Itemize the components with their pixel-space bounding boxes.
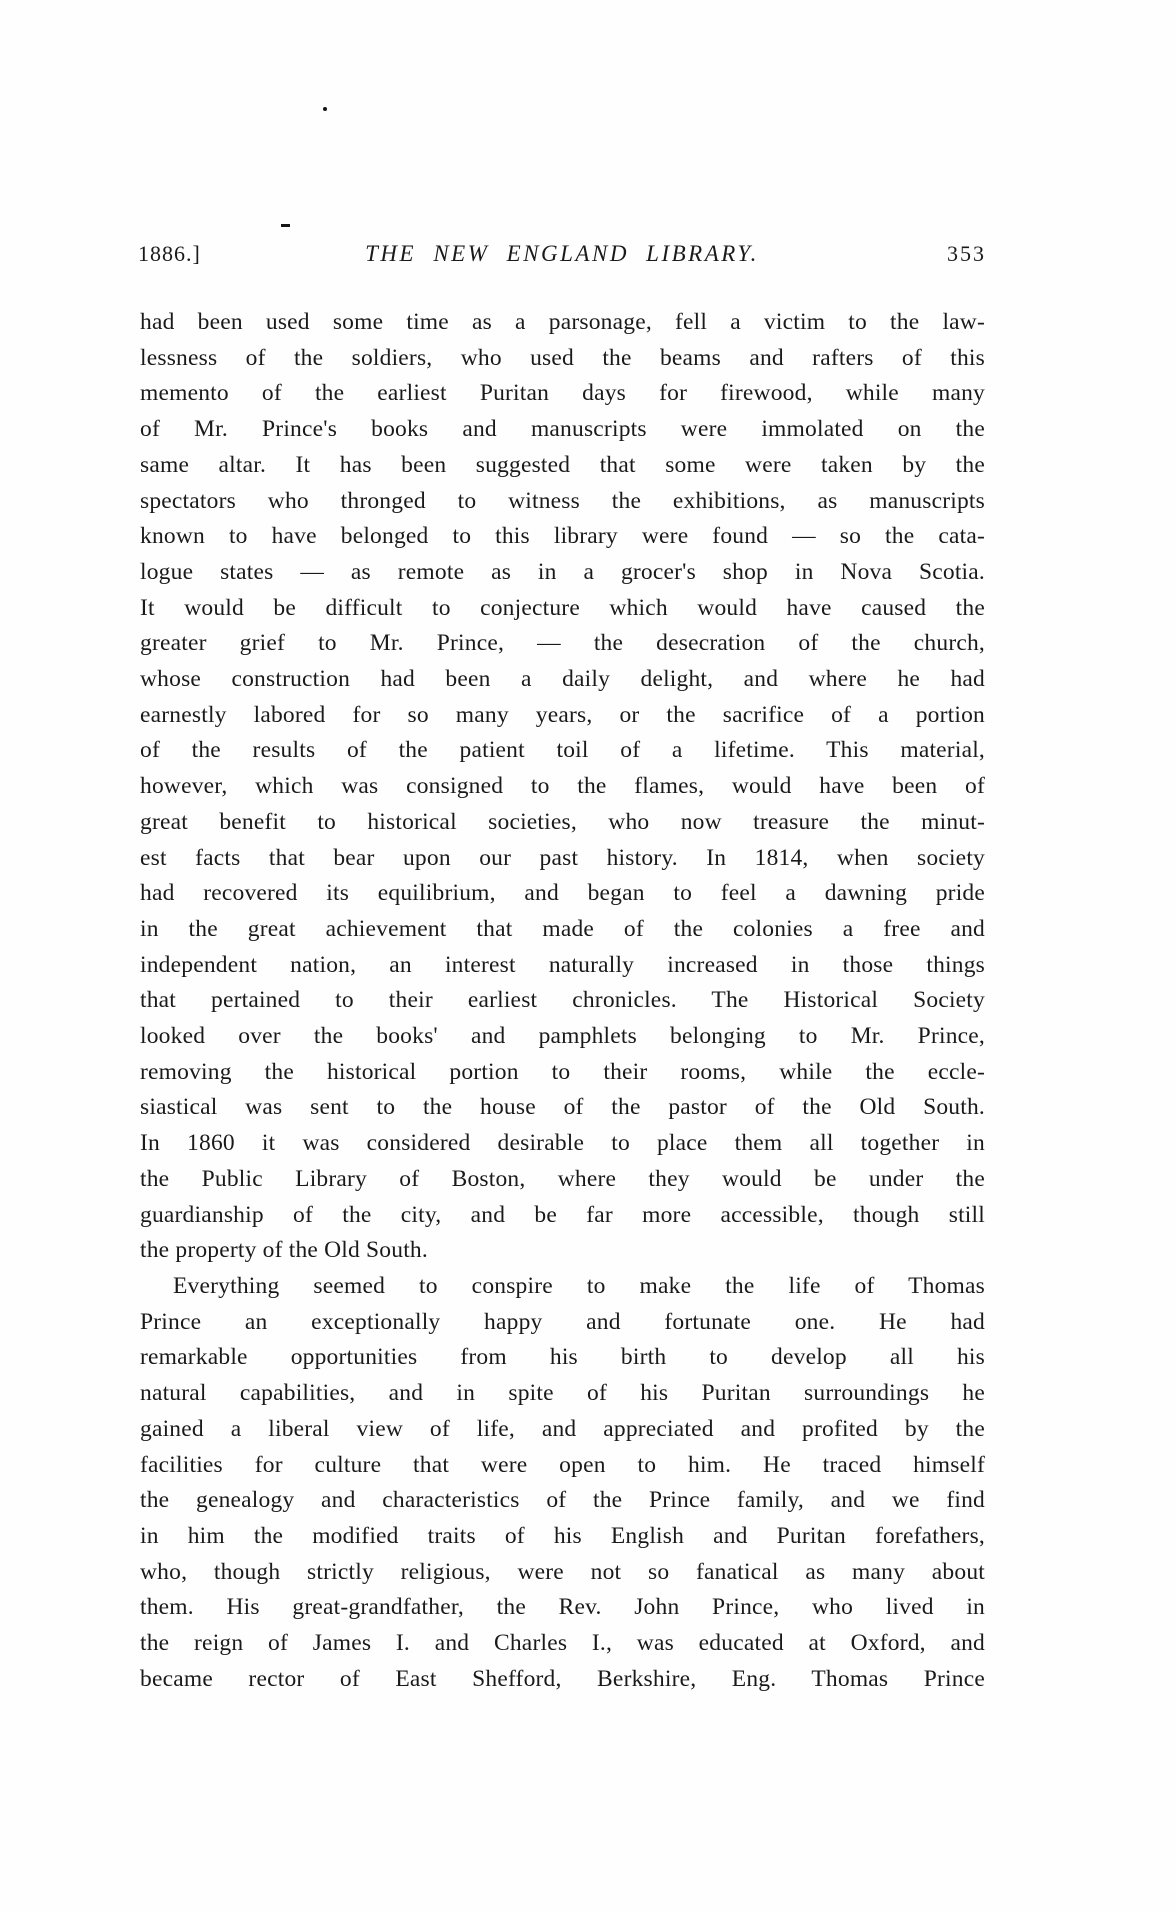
text-line: same altar. It has been suggested that some were taken by the xyxy=(140,451,985,478)
running-title: THE NEW ENGLAND LIBRARY. xyxy=(365,241,759,266)
text-line: natural capabilities, and in spite of his Puritan surroundings he xyxy=(140,1380,985,1407)
paragraph xyxy=(140,1269,985,1697)
text-line: looked over the books' and pamphlets belonging to Mr. Prince, xyxy=(140,1023,985,1050)
text-line: greater grief to Mr. Prince, — the desecration of the church, xyxy=(140,630,985,657)
text-line: spectators who thronged to witness the exhibitions, as manuscripts xyxy=(140,487,985,514)
text-line: in the great achievement that made of the colonies a free and xyxy=(140,915,985,942)
text-line: est facts that bear upon our past history. In 1814, when society xyxy=(140,844,985,871)
text-line: Everything seemed to conspire to make the life of Thomas xyxy=(173,1272,985,1299)
page-text xyxy=(140,305,985,1697)
text-line: memento of the earliest Puritan days for firewood, while many xyxy=(140,380,985,407)
text-line: remarkable opportunities from his birth to develop all his xyxy=(140,1344,985,1371)
page-number: 353 xyxy=(947,241,986,266)
text-line: in him the modified traits of his English and Puritan forefathers, xyxy=(140,1522,985,1549)
text-line: had recovered its equilibrium, and began to feel a dawning pride xyxy=(140,880,985,907)
page-header xyxy=(138,241,986,267)
text-line: It would be difficult to conjecture which would have caused the xyxy=(140,594,985,621)
text-line: however, which was consigned to the flames, would have been of xyxy=(140,773,985,800)
text-line: whose construction had been a daily delight, and where he had xyxy=(140,666,985,693)
text-line: guardianship of the city, and be far more accessible, though still xyxy=(140,1201,985,1228)
text-line: who, though strictly religious, were not so fanatical as many about xyxy=(140,1558,985,1585)
text-line: removing the historical portion to their rooms, while the eccle- xyxy=(140,1058,985,1085)
text-line: logue states — as remote as in a grocer's shop in Nova Scotia. xyxy=(140,558,985,585)
text-line: earnestly labored for so many years, or the sacrifice of a portion xyxy=(140,701,985,728)
text-line: great benefit to historical societies, who now treasure the minut- xyxy=(140,808,985,835)
text-line: of the results of the patient toil of a lifetime. This material, xyxy=(140,737,985,764)
text-line: them. His great-grandfather, the Rev. John Prince, who lived in xyxy=(140,1594,985,1621)
text-line: that pertained to their earliest chronicles. The Historical Society xyxy=(140,987,985,1014)
paragraph xyxy=(140,305,985,1269)
text-line: the reign of James I. and Charles I., was educated at Oxford, and xyxy=(140,1630,985,1657)
text-line: facilities for culture that were open to him. He traced himself xyxy=(140,1451,985,1478)
text-line: siastical was sent to the house of the pastor of the Old South. xyxy=(140,1094,985,1121)
text-line: In 1860 it was considered desirable to place them all together in xyxy=(140,1130,985,1157)
text-line: the genealogy and characteristics of the Prince family, and we find xyxy=(140,1487,985,1514)
scan-artifact-dot xyxy=(323,107,327,111)
text-line: the property of the Old South. xyxy=(140,1237,428,1264)
text-line: lessness of the soldiers, who used the beams and rafters of this xyxy=(140,344,985,371)
header-date: 1886.] xyxy=(138,241,201,266)
text-line: became rector of East Shefford, Berkshire, Eng. Thomas Prince xyxy=(140,1665,985,1692)
scan-artifact-dash xyxy=(281,224,290,227)
text-line: the Public Library of Boston, where they would be under the xyxy=(140,1165,985,1192)
text-line: gained a liberal view of life, and appreciated and profited by the xyxy=(140,1415,985,1442)
text-line: independent nation, an interest naturally increased in those things xyxy=(140,951,985,978)
text-line: had been used some time as a parsonage, fell a victim to the law- xyxy=(140,309,985,335)
text-line: known to have belonged to this library were found — so the cata- xyxy=(140,523,985,550)
text-line: of Mr. Prince's books and manuscripts were immolated on the xyxy=(140,416,985,443)
text-line: Prince an exceptionally happy and fortunate one. He had xyxy=(140,1308,985,1335)
